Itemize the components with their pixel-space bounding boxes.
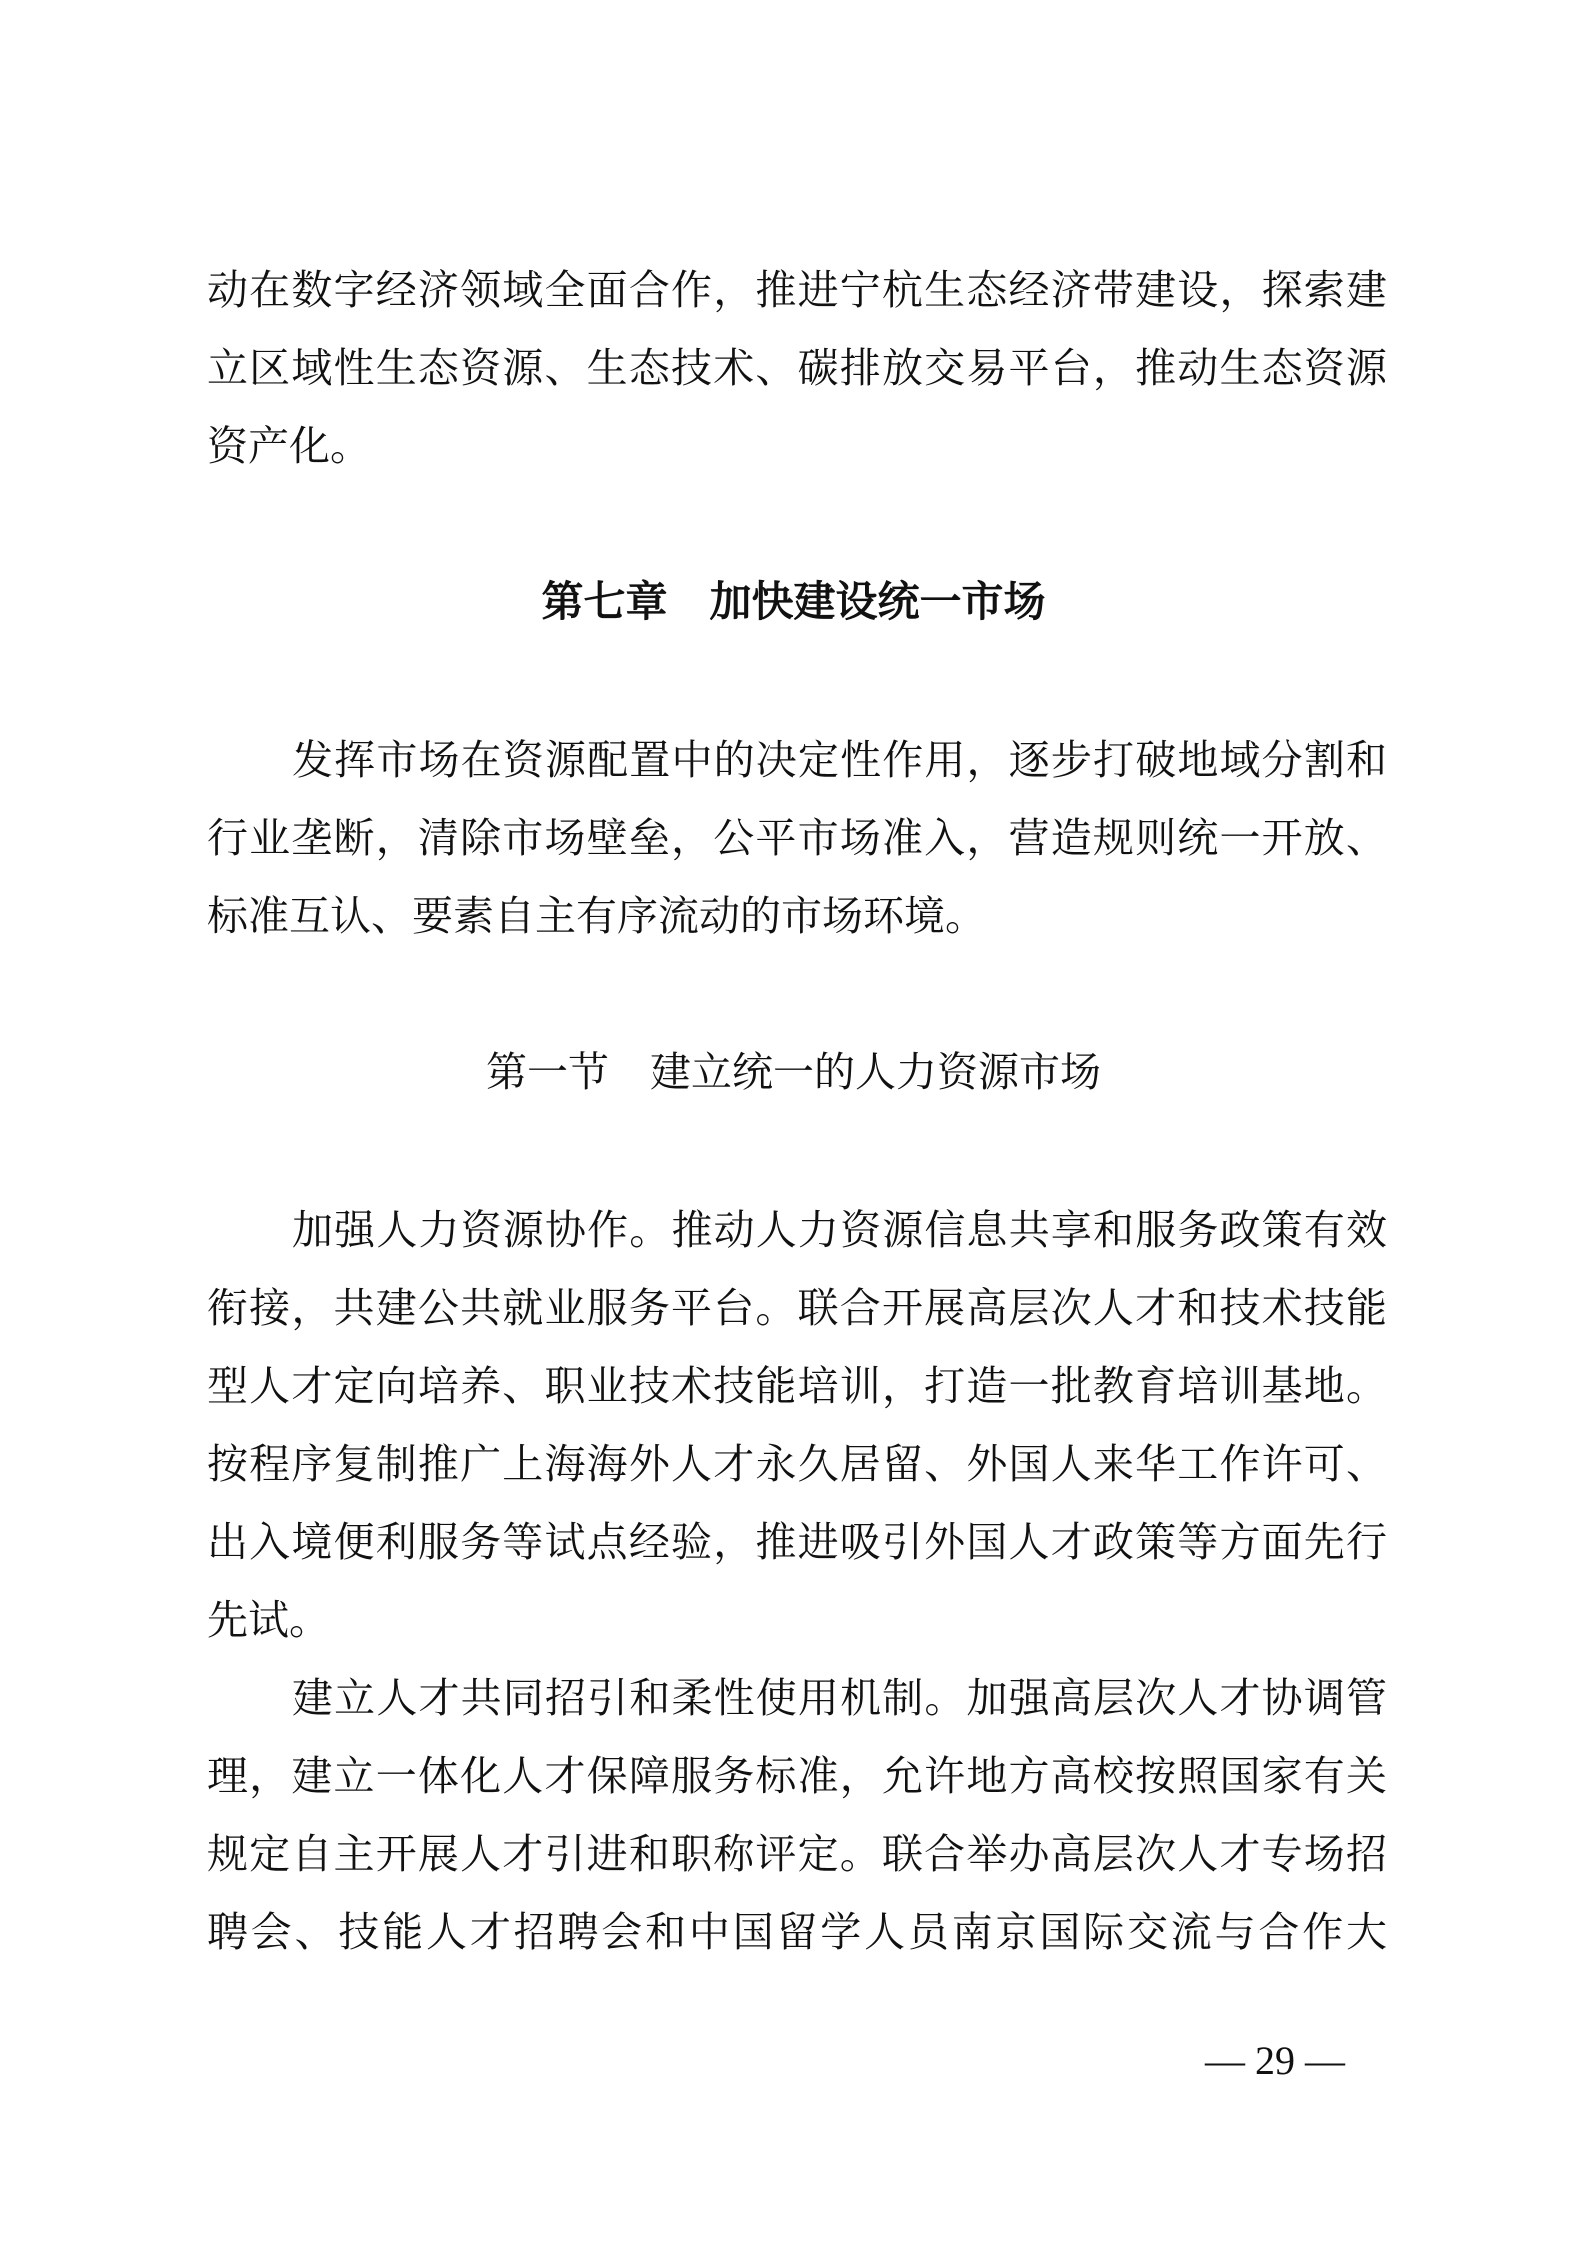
text-line: 建立人才共同招引和柔性使用机制。加强高层次人才协调管 xyxy=(292,1674,1387,1722)
text-line: 加强人力资源协作。推动人力资源信息共享和服务政策有效 xyxy=(292,1206,1387,1254)
text-line: 出入境便利服务等试点经验，推进吸引外国人才政策等方面先行 xyxy=(207,1518,1387,1566)
text-line: 行业垄断，清除市场壁垒，公平市场准入，营造规则统一开放、 xyxy=(207,814,1387,862)
text-line: 理，建立一体化人才保障服务标准，允许地方高校按照国家有关 xyxy=(207,1752,1387,1800)
text-line: 资产化。 xyxy=(207,422,371,470)
text-line: 衔接，共建公共就业服务平台。联合开展高层次人才和技术技能 xyxy=(207,1284,1387,1332)
text-line: 先试。 xyxy=(207,1596,330,1644)
page-number: — 29 — xyxy=(1205,2038,1345,2083)
text-line: 按程序复制推广上海海外人才永久居留、外国人来华工作许可、 xyxy=(207,1440,1387,1488)
text-line: 标准互认、要素自主有序流动的市场环境。 xyxy=(207,892,986,940)
section-title: 第一节 建立统一的人力资源市场 xyxy=(486,1048,1101,1096)
text-line: 立区域性生态资源、生态技术、碳排放交易平台，推动生态资源 xyxy=(207,344,1387,392)
chapter-title: 第七章 加快建设统一市场 xyxy=(541,577,1046,626)
text-line: 动在数字经济领域全面合作，推进宁杭生态经济带建设，探索建 xyxy=(207,266,1387,314)
text-line: 规定自主开展人才引进和职称评定。联合举办高层次人才专场招 xyxy=(207,1830,1387,1878)
text-line: 型人才定向培养、职业技术技能培训，打造一批教育培训基地。 xyxy=(207,1362,1387,1410)
text-line: 聘会、技能人才招聘会和中国留学人员南京国际交流与合作大 xyxy=(207,1908,1387,1956)
text-line: 发挥市场在资源配置中的决定性作用，逐步打破地域分割和 xyxy=(292,736,1387,784)
